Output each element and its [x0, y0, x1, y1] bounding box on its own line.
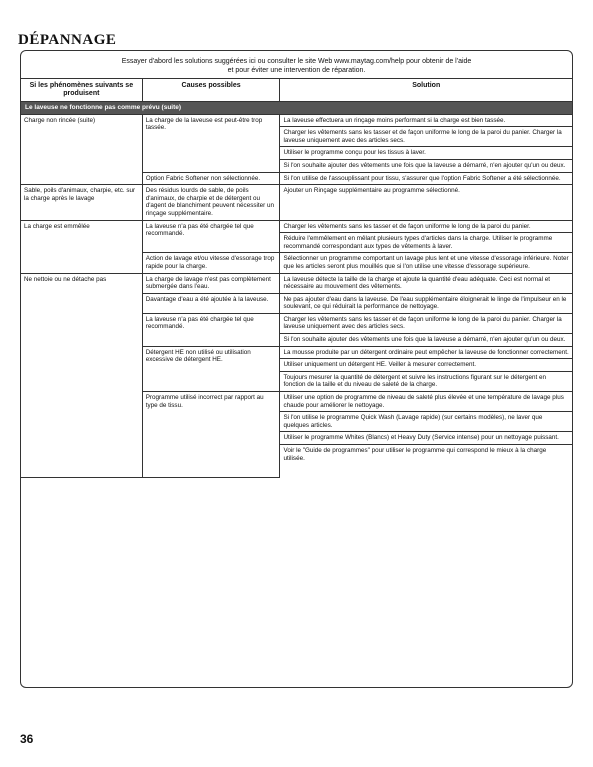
table-row	[21, 114, 572, 127]
cause-cell: Action de lavage et/ou vitesse d'essorage trop rapide pour la charge.	[142, 253, 280, 273]
symptom-cell: Ne nettoie ou ne détache pas	[21, 273, 142, 477]
table-row	[21, 185, 572, 220]
solution-cell: Toujours mesurer la quantité de détergent et suivre les instructions figurant sur le détergent en fonction de la taille et du niveau de saleté de la charge.	[280, 371, 572, 391]
solution-cell: Charger les vêtements sans les tasser et de façon uniforme le long de la paroi du panier. Charger la laveuse uniquement avec des articles secs.	[280, 313, 572, 333]
solution-cell: Utiliser le programme conçu pour les tissus à laver.	[280, 147, 572, 160]
cause-cell: La laveuse n'a pas été chargée tel que recommandé.	[142, 313, 280, 346]
solution-cell: La laveuse détecte la taille de la charge et ajoute la quantité d'eau adéquate. Ceci est normal et nécessaire au mouvement des vêtements.	[280, 273, 572, 293]
cause-cell: Option Fabric Softener non sélectionnée.	[142, 172, 280, 185]
header-symptom: Si les phénomènes suivants se produisent	[21, 79, 142, 102]
cause-cell: La charge de la laveuse est peut-être trop tassée.	[142, 114, 280, 172]
solution-cell: Charger les vêtements sans les tasser et de façon uniforme le long de la paroi du panier.	[280, 220, 572, 233]
solution-cell: Réduire l'emmêlement en mêlant plusieurs types d'articles dans la charge. Utiliser le programme recommandé correspondant aux types de vêtements à laver.	[280, 233, 572, 253]
solution-cell: La laveuse effectuera un rinçage moins performant si la charge est bien tassée.	[280, 114, 572, 127]
table-header-row	[21, 79, 572, 102]
symptom-cell: La charge est emmêlée	[21, 220, 142, 273]
solution-cell: Si l'on souhaite ajouter des vêtements une fois que la laveuse a démarré, n'en ajouter qu'un ou deux.	[280, 159, 572, 172]
page-title: DÉPANNAGE	[18, 32, 117, 48]
solution-cell: Si l'on souhaite ajouter des vêtements une fois que la laveuse a démarré, n'en ajouter qu'un ou deux.	[280, 334, 572, 347]
table-row	[21, 220, 572, 233]
solution-cell: Sélectionner un programme comportant un lavage plus lent et une vitesse d'essorage inférieure. Noter que les articles seront plus mouillés que si l'on utilise une vitesse d'essorage supérieure.	[280, 253, 572, 273]
solution-cell: Ajouter un Rinçage supplémentaire au programme sélectionné.	[280, 185, 572, 220]
cause-cell: La charge de lavage n'est pas complètement submergée dans l'eau.	[142, 273, 280, 293]
troubleshooting-table	[21, 78, 572, 478]
solution-cell: Charger les vêtements sans les tasser et de façon uniforme le long de la paroi du panier. Charger la laveuse uniquement avec des articles secs.	[280, 127, 572, 147]
solution-cell: Utiliser le programme Whites (Blancs) et Heavy Duty (Service intense) pour un nettoyage puissant.	[280, 432, 572, 445]
cause-cell: Programme utilisé incorrect par rapport au type de tissu.	[142, 392, 280, 477]
intro-text	[21, 51, 572, 78]
solution-cell: Voir le "Guide de programmes" pour utiliser le programme qui correspond le mieux à la charge utilisée.	[280, 445, 572, 478]
solution-cell: La mousse produite par un détergent ordinaire peut empêcher la laveuse de fonctionner correctement.	[280, 346, 572, 359]
intro-line-1: Essayer d'abord les solutions suggérées ici ou consulter le site Web www.maytag.com/help pour obtenir de l'aide	[121, 58, 472, 65]
cause-cell: Détergent HE non utilisé ou utilisation excessive de détergent HE.	[142, 346, 280, 391]
section-banner-row	[21, 102, 572, 115]
troubleshooting-panel	[20, 50, 573, 688]
symptom-cell: Charge non rincée (suite)	[21, 114, 142, 185]
table-row	[21, 273, 572, 293]
page-number: 36	[20, 732, 34, 746]
cause-cell: La laveuse n'a pas été chargée tel que recommandé.	[142, 220, 280, 253]
intro-line-2: et pour éviter une intervention de réparation.	[227, 67, 366, 74]
header-causes: Causes possibles	[142, 79, 280, 102]
solution-cell: Utiliser une option de programme de niveau de saleté plus élevée et une température de lavage plus chaude pour améliorer le nettoyage.	[280, 392, 572, 412]
section-banner: Le laveuse ne fonctionne pas comme prévu (suite)	[21, 102, 572, 115]
solution-cell: Utiliser uniquement un détergent HE. Veiller à mesurer correctement.	[280, 359, 572, 372]
solution-cell: Si l'on utilise de l'assouplissant pour tissu, s'assurer que l'option Fabric Softener a été sélectionnée.	[280, 172, 572, 185]
symptom-cell: Sable, poils d'animaux, charpie, etc. sur la charge après le lavage	[21, 185, 142, 220]
solution-cell: Si l'on utilise le programme Quick Wash (Lavage rapide) (sur certains modèles), ne laver que quelques articles.	[280, 412, 572, 432]
header-solution: Solution	[280, 79, 572, 102]
cause-cell: Des résidus lourds de sable, de poils d'animaux, de charpie et de détergent ou d'agent de blanchiment peuvent nécessiter un rinçage supplémentaire.	[142, 185, 280, 220]
cause-cell: Davantage d'eau a été ajoutée à la laveuse.	[142, 293, 280, 313]
solution-cell: Ne pas ajouter d'eau dans la laveuse. De l'eau supplémentaire éloignerait le linge de l'impulseur en le soulevant, ce qui réduirait la performance de nettoyage.	[280, 293, 572, 313]
